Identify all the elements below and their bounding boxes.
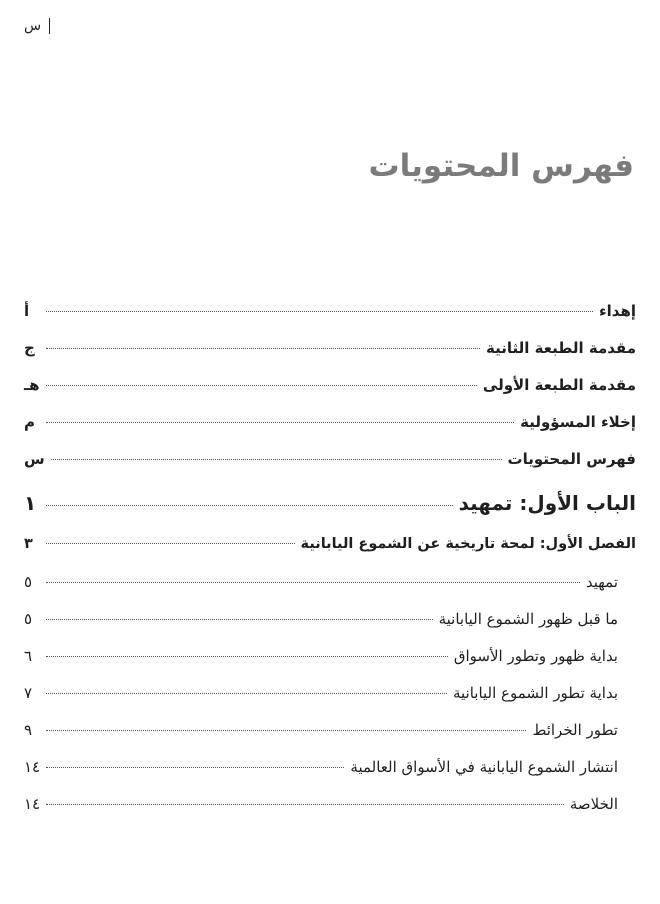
toc-entry-dedication[interactable]: [24, 302, 636, 339]
toc-entry-label: الفصل الأول: لمحة تاريخية عن الشموع اليابانية: [300, 536, 636, 552]
toc-entry-label: إهداء: [598, 302, 636, 320]
toc-entry-label: ما قبل ظهور الشموع اليابانية: [438, 610, 618, 628]
page-title: فهرس المحتويات: [368, 148, 634, 184]
dot-leader: [46, 619, 433, 620]
toc-entry-label: تمهيد: [585, 573, 618, 591]
dot-leader: [46, 804, 564, 805]
toc-entry-label: مقدمة الطبعة الثانية: [485, 339, 636, 357]
toc-entry-page: ٦: [24, 647, 33, 665]
toc-entry-page: س: [24, 450, 45, 468]
toc-section[interactable]: [24, 647, 636, 684]
toc-entry-label: مقدمة الطبعة الأولى: [482, 376, 636, 394]
dot-leader: [46, 582, 580, 583]
toc-entry-page: ٩: [24, 721, 33, 739]
toc-section[interactable]: [24, 721, 636, 758]
toc-entry-page: ٥: [24, 573, 33, 591]
toc-entry-page: ١٤: [24, 795, 41, 813]
toc-entry-page: ٧: [24, 684, 33, 702]
toc-entry-label: فهرس المحتويات: [507, 450, 636, 468]
dot-leader: [46, 348, 480, 349]
toc-entry-page: م: [24, 413, 35, 431]
toc-entry-page: ١: [24, 491, 37, 515]
toc-entry-page: ٥: [24, 610, 33, 628]
header-page-number: س: [24, 18, 42, 34]
toc-entry-second-edition-intro[interactable]: [24, 339, 636, 376]
dot-leader: [46, 422, 514, 423]
toc-section[interactable]: [24, 795, 636, 832]
toc-section[interactable]: [24, 610, 636, 647]
toc-entry-label: الباب الأول: تمهيد: [458, 491, 636, 515]
toc-entry-label: الخلاصة: [569, 795, 618, 813]
dot-leader: [46, 693, 447, 694]
toc-entry-page: هـ: [24, 376, 40, 394]
header-divider: [49, 18, 50, 34]
toc-entry-label: انتشار الشموع اليابانية في الأسواق العالمية: [350, 758, 618, 776]
toc-entry-contents[interactable]: [24, 450, 636, 487]
toc-entry-label: إخلاء المسؤولية: [520, 413, 636, 431]
dot-leader: [46, 656, 448, 657]
toc-entry-label: بداية تطور الشموع اليابانية: [452, 684, 618, 702]
toc-section[interactable]: [24, 758, 636, 795]
toc-entry-page: أ: [24, 302, 30, 320]
toc-chapter-one[interactable]: [24, 536, 636, 573]
toc-entry-page: ج: [24, 339, 35, 357]
dot-leader: [46, 730, 526, 731]
dot-leader: [46, 543, 295, 544]
dot-leader: [46, 311, 593, 312]
dot-leader: [51, 459, 502, 460]
page-header: [24, 18, 50, 34]
toc-list: [24, 302, 636, 832]
dot-leader: [46, 385, 477, 386]
toc-section[interactable]: [24, 684, 636, 721]
toc-entry-label: تطور الخرائط: [532, 721, 618, 739]
toc-section[interactable]: [24, 573, 636, 610]
dot-leader: [46, 767, 344, 768]
toc-entry-label: بداية ظهور وتطور الأسواق: [453, 647, 618, 665]
toc-entry-page: ٣: [24, 536, 33, 552]
toc-entry-page: ١٤: [24, 758, 41, 776]
toc-entry-disclaimer[interactable]: [24, 413, 636, 450]
toc-entry-first-edition-intro[interactable]: [24, 376, 636, 413]
dot-leader: [46, 505, 453, 506]
toc-part-one[interactable]: [24, 491, 636, 536]
